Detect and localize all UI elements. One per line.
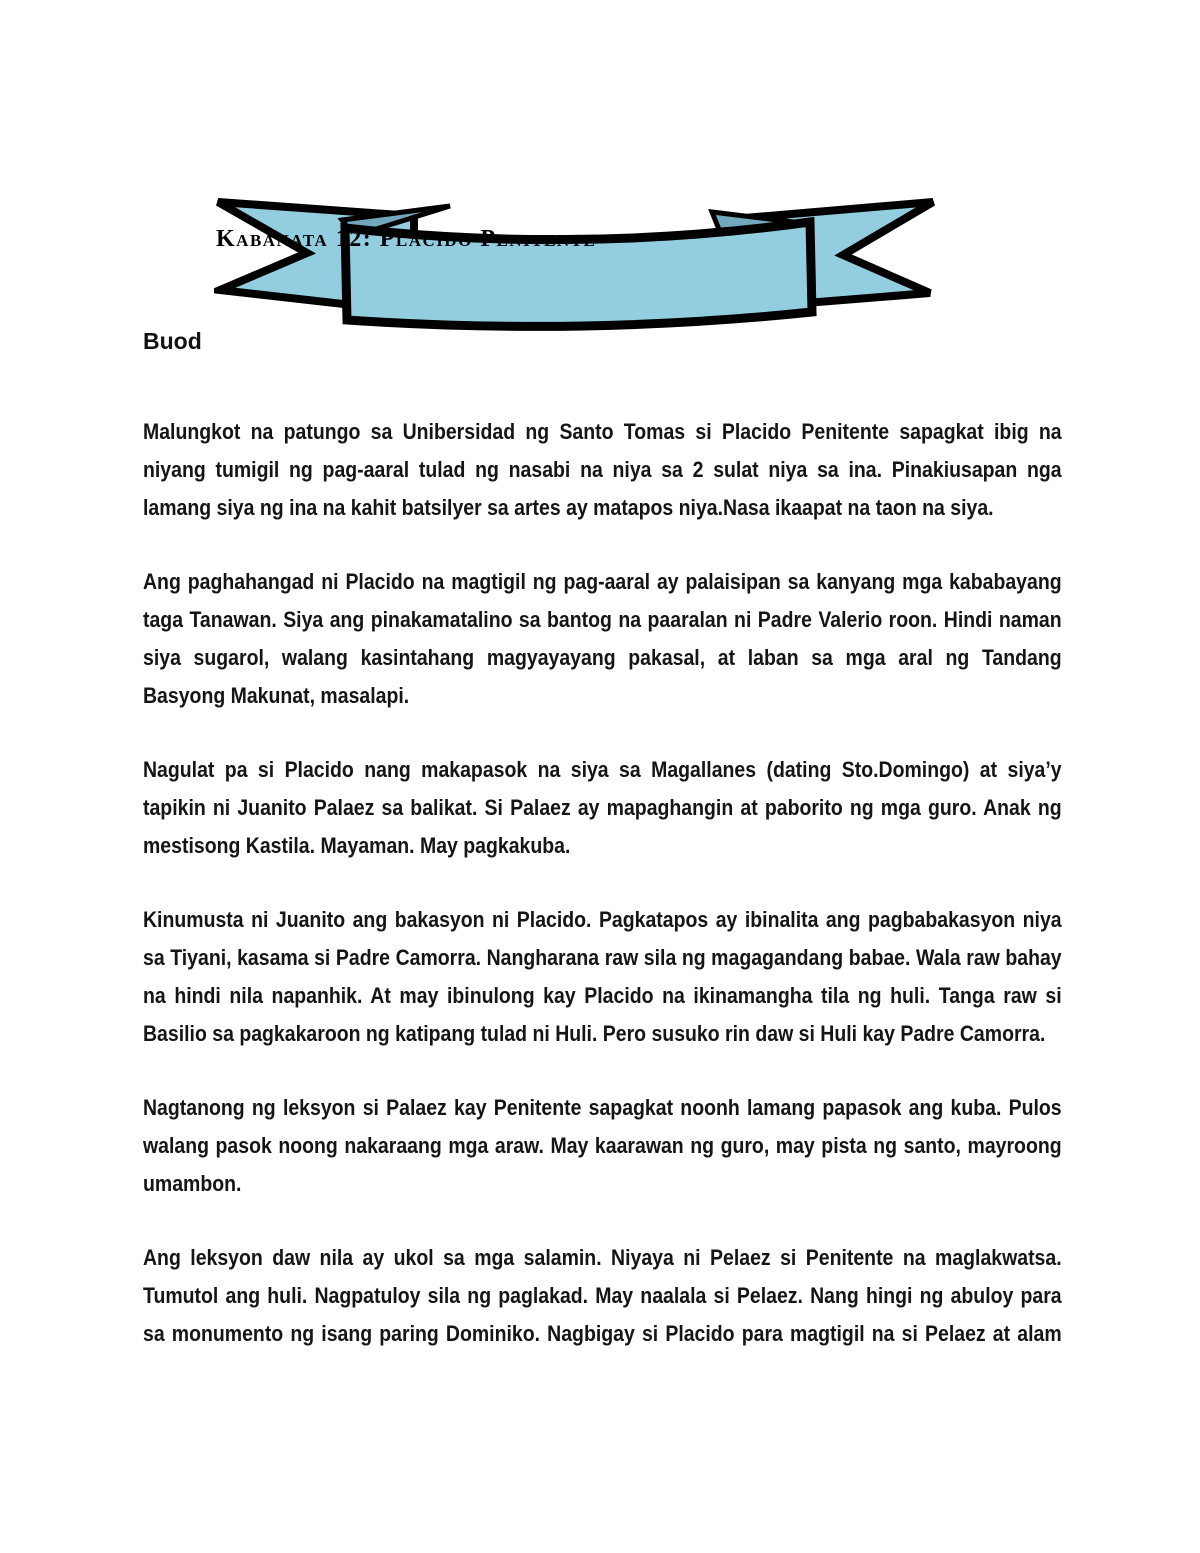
paragraph: Malungkot na patungo sa Unibersidad ng Santo Tomas si Placido Penitente sapagkat ibig na niyang tumigil ng pag-aaral tulad ng nasabi na niya sa 2 sulat niya sa ina. Pinakiusapan nga lamang siya ng ina na kahit batsilyer sa artes ay matapos niya.Nasa ikaapat na taon na siya. bbox=[143, 419, 1062, 520]
paragraph: Nagtanong ng leksyon si Palaez kay Penitente sapagkat noonh lamang papasok ang kuba. Pulos walang pasok noong nakaraang mga araw. May kaarawan ng guro, may pista ng santo, mayroong umambon. bbox=[143, 1095, 1062, 1196]
ribbon-banner-graphic bbox=[214, 194, 938, 334]
document-body bbox=[143, 413, 1062, 1389]
banner-title: Kabanata 12: Placido Penitente bbox=[216, 226, 597, 252]
paragraph: Ang leksyon daw nila ay ukol sa mga salamin. Niyaya ni Pelaez si Penitente na maglakwatsa. Tumutol ang huli. Nagpatuloy sila ng paglakad. May naalala si Pelaez. Nang hingi ng abuloy para sa monumento ng isang paring Dominiko. Nagbigay si Placido para magtigil na si Pelaez at alam bbox=[143, 1245, 1062, 1346]
paragraph: Kinumusta ni Juanito ang bakasyon ni Placido. Pagkatapos ay ibinalita ang pagbabakasyon niya sa Tiyani, kasama si Padre Camorra. Nangharana raw sila ng magagandang babae. Wala raw bahay na hindi nila napanhik. At may ibinulong kay Placido na ikinamangha tila ng huli. Tanga raw si Basilio sa pagkakaroon ng katipang tulad ni Huli. Pero susuko rin daw si Huli kay Padre Camorra. bbox=[143, 907, 1062, 1046]
section-heading: Buod bbox=[143, 328, 202, 354]
paragraph: Ang paghahangad ni Placido na magtigil ng pag-aaral ay palaisipan sa kanyang mga kababayang taga Tanawan. Siya ang pinakamatalino sa bantog na paaralan ni Padre Valerio roon. Hindi naman siya sugarol, walang kasintahang magyayayang pakasal, at laban sa mga aral ng Tandang Basyong Makunat, masalapi. bbox=[143, 569, 1062, 708]
paragraph: Nagulat pa si Placido nang makapasok na siya sa Magallanes (dating Sto.Domingo) at siya’y tapikin ni Juanito Palaez sa balikat. Si Palaez ay mapaghangin at paborito ng mga guro. Anak ng mestisong Kastila. Mayaman. May pagkakuba. bbox=[143, 757, 1062, 858]
